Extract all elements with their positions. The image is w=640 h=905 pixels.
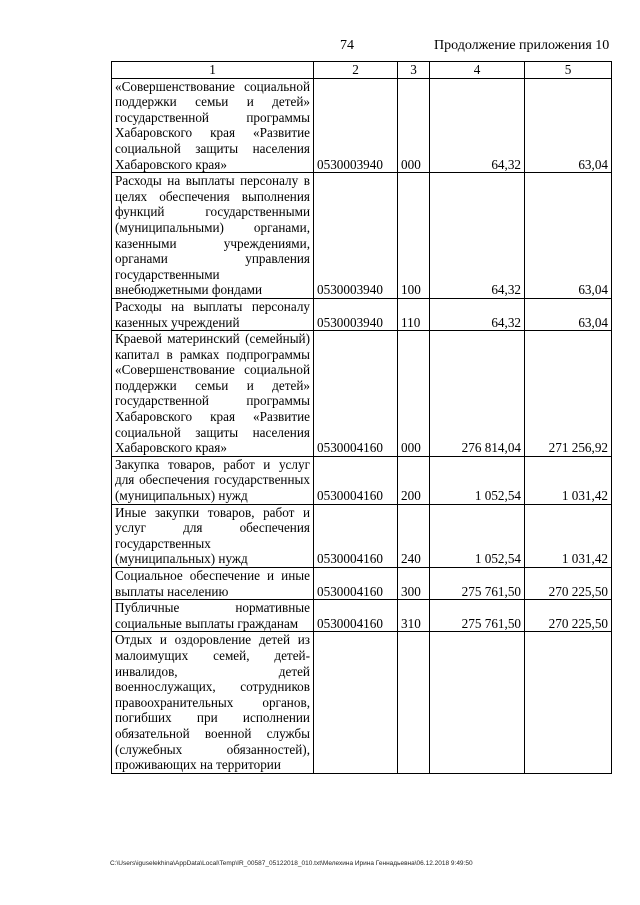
amount-col5: 270 225,50 <box>525 600 612 632</box>
target-code: 0530004160 <box>314 600 398 632</box>
target-code: 0530004160 <box>314 568 398 600</box>
amount-col4: 64,32 <box>430 173 525 299</box>
amount-col5: 271 256,92 <box>525 331 612 457</box>
target-code <box>314 632 398 773</box>
page-number: 74 <box>340 38 354 53</box>
row-name: Отдых и оздоровление детей из малоимущих семей, детей-инвалидов, детей военнослужащих, сотрудников правоохранительных органов, погибших при исполнении обязательной военной службы (служебных обязанностей), проживающих на территории <box>112 632 314 773</box>
row-name: Краевой материнский (семейный) капитал в рамках подпрограммы «Совершенствование социальной поддержки семьи и детей» государственной программы Хабаровского края «Развитие социальной защиты населения Хабаровского края» <box>112 331 314 457</box>
row-name: «Совершенствование социальной поддержки семьи и детей» государственной программы Хабаровского края «Развитие социальной защиты населения Хабаровского края» <box>112 78 314 173</box>
expense-kind: 110 <box>398 298 430 330</box>
amount-col5: 63,04 <box>525 78 612 173</box>
table-row <box>112 504 612 567</box>
table-row <box>112 173 612 299</box>
budget-table <box>111 61 612 774</box>
column-header-3: 3 <box>398 62 430 79</box>
target-code: 0530004160 <box>314 504 398 567</box>
expense-kind: 000 <box>398 331 430 457</box>
expense-kind: 310 <box>398 600 430 632</box>
amount-col5: 63,04 <box>525 298 612 330</box>
row-name: Публичные нормативные социальные выплаты гражданам <box>112 600 314 632</box>
table-row <box>112 298 612 330</box>
target-code: 0530003940 <box>314 298 398 330</box>
amount-col4 <box>430 632 525 773</box>
row-name: Расходы на выплаты персоналу в целях обеспечения выполнения функций государственными (муниципальными) органами, казенными учреждениями, органами управления государственными внебюджетными фондами <box>112 173 314 299</box>
expense-kind: 100 <box>398 173 430 299</box>
amount-col5: 1 031,42 <box>525 504 612 567</box>
table-row <box>112 600 612 632</box>
amount-col4: 275 761,50 <box>430 600 525 632</box>
amount-col4: 64,32 <box>430 78 525 173</box>
expense-kind: 000 <box>398 78 430 173</box>
column-header-2: 2 <box>314 62 398 79</box>
column-number-row <box>112 62 612 79</box>
row-name: Иные закупки товаров, работ и услуг для обеспечения государственных (муниципальных) нужд <box>112 504 314 567</box>
amount-col4: 276 814,04 <box>430 331 525 457</box>
amount-col5: 1 031,42 <box>525 456 612 504</box>
row-name: Социальное обеспечение и иные выплаты населению <box>112 568 314 600</box>
target-code: 0530004160 <box>314 456 398 504</box>
table-row <box>112 456 612 504</box>
table-row <box>112 78 612 173</box>
expense-kind: 200 <box>398 456 430 504</box>
amount-col4: 1 052,54 <box>430 504 525 567</box>
amount-col5 <box>525 632 612 773</box>
amount-col5: 270 225,50 <box>525 568 612 600</box>
column-header-5: 5 <box>525 62 612 79</box>
amount-col4: 275 761,50 <box>430 568 525 600</box>
footer-file-path: C:\Users\iguselekhina\AppData\Local\Temp\IR_00587_05122018_010.txt\Мелехина Ирина Геннадьевна\06.12.2018 9:49:50 <box>110 860 473 867</box>
amount-col5: 63,04 <box>525 173 612 299</box>
amount-col4: 64,32 <box>430 298 525 330</box>
expense-kind: 300 <box>398 568 430 600</box>
row-name: Закупка товаров, работ и услуг для обеспечения государственных (муниципальных) нужд <box>112 456 314 504</box>
column-header-4: 4 <box>430 62 525 79</box>
target-code: 0530003940 <box>314 173 398 299</box>
target-code: 0530004160 <box>314 331 398 457</box>
table-row <box>112 331 612 457</box>
expense-kind <box>398 632 430 773</box>
column-header-1: 1 <box>112 62 314 79</box>
row-name: Расходы на выплаты персоналу казенных учреждений <box>112 298 314 330</box>
expense-kind: 240 <box>398 504 430 567</box>
target-code: 0530003940 <box>314 78 398 173</box>
continuation-label: Продолжение приложения 10 <box>434 38 610 53</box>
table-row <box>112 632 612 773</box>
table-row <box>112 568 612 600</box>
amount-col4: 1 052,54 <box>430 456 525 504</box>
